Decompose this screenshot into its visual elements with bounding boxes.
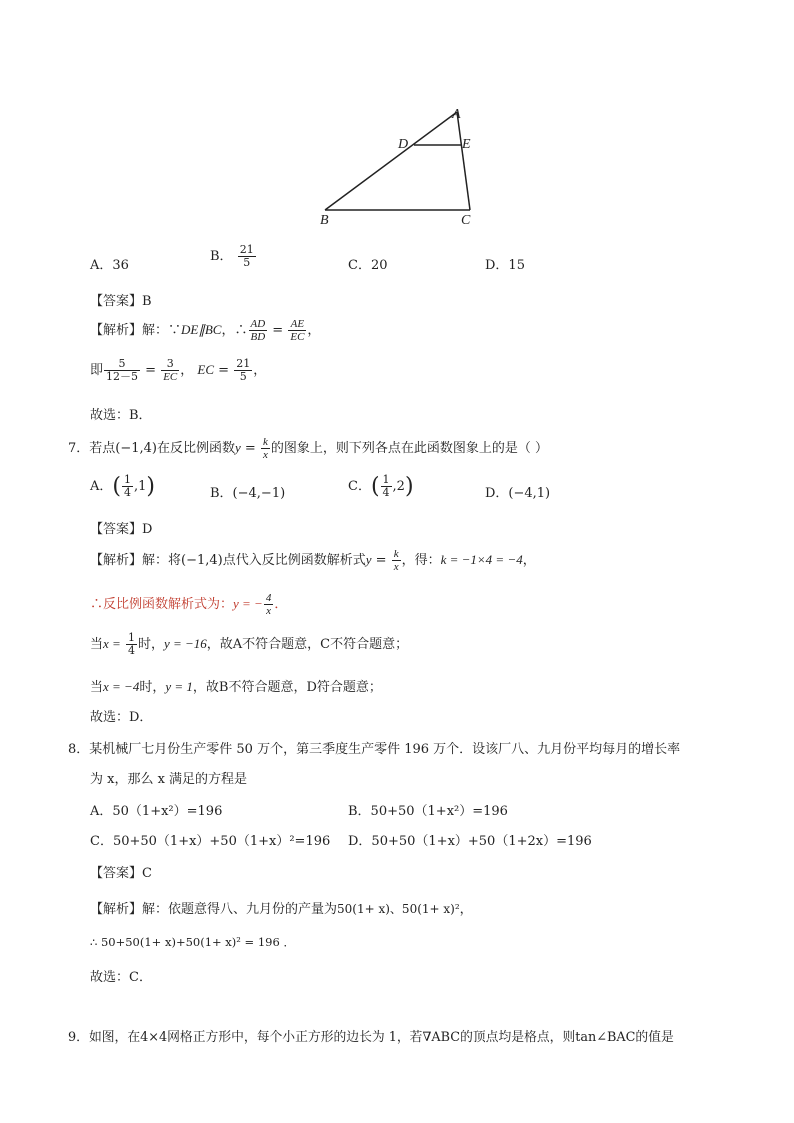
q7-option-c: C．( $\frac{1}{4}$ ,2) bbox=[348, 473, 414, 499]
text: 当 bbox=[90, 637, 104, 652]
text: 在反比例函数 bbox=[157, 441, 236, 456]
q8-option-b: B．50+50（1+x²）=196 bbox=[348, 804, 508, 819]
text: 的图象上，则下列各点在此函数图象上的是（ ） bbox=[270, 441, 548, 456]
q8-option-c: C．50+50（1+x）+50（1+x）²=196 bbox=[90, 834, 331, 849]
text: ， bbox=[253, 363, 267, 378]
text: ,2 bbox=[392, 479, 405, 494]
frac-ad-bd: $\frac{AD}{BD}$ bbox=[250, 318, 266, 343]
q8-option-a: A．50（1+x²）=196 bbox=[90, 804, 223, 819]
q8-analysis-line1 bbox=[90, 898, 473, 917]
label-b: B bbox=[320, 213, 329, 228]
text: 解：依题意得八、九月份的产量为 bbox=[142, 902, 338, 917]
q7-analysis-line2 bbox=[90, 592, 287, 617]
math: EC bbox=[197, 362, 215, 377]
text: ∴反比例函数解析式为： bbox=[90, 597, 234, 612]
q8-option-d: D．50+50（1+x）+50（1+2x）=196 bbox=[348, 834, 592, 849]
math: x = bbox=[103, 636, 121, 651]
math: y bbox=[365, 552, 372, 567]
text: ， bbox=[522, 553, 536, 568]
label-e: E bbox=[462, 137, 471, 152]
label: A． bbox=[90, 479, 113, 494]
q8-final: 故选：C． bbox=[90, 970, 152, 985]
q6-option-c: C．20 bbox=[348, 258, 388, 273]
analysis-tag: 【解析】 bbox=[90, 323, 143, 338]
frac-21-5: $\frac{21}{5}$ bbox=[236, 357, 251, 383]
label-c: C bbox=[461, 213, 471, 228]
q8-analysis-line2: ∴ 50+50(1+ x)+50(1+ x)² = 196 ． bbox=[90, 935, 295, 949]
q7-analysis-line1: 【解析】解：将(−1,4)点代入反比例函数解析式y = $\frac{k}{x}$ ，得：k = −1×4 = −4， bbox=[90, 548, 536, 573]
q7-stem: 7．若点(−1,4)在反比例函数y = $\frac{k}{x}$ 的图象上，则下列各点在此函数图象上的是（ ） bbox=[68, 436, 548, 461]
math: y = −16 bbox=[163, 636, 207, 651]
math: x = −4 bbox=[103, 679, 140, 694]
text: ， bbox=[180, 363, 194, 378]
text: ，故B不符合题意，D符合题意； bbox=[192, 680, 382, 695]
q7-option-b: B．(−4,−1) bbox=[210, 486, 286, 501]
frac-3-ec: $\frac{3}{EC}$ bbox=[163, 357, 178, 383]
text: ， bbox=[307, 323, 321, 338]
q7-option-d: D．(−4,1) bbox=[485, 486, 551, 501]
frac-k-x: $\frac{k}{x}$ bbox=[393, 548, 399, 573]
text: ， bbox=[459, 902, 473, 917]
frac-5: $\frac{5}{12-5}$ bbox=[106, 357, 139, 383]
q6-final: 故选：B． bbox=[90, 408, 152, 423]
q7-analysis-line4 bbox=[90, 676, 382, 695]
text: 解：将(−1,4)点代入反比例函数解析式 bbox=[142, 553, 366, 568]
q6-answer: 【答案】B bbox=[90, 294, 152, 309]
text: 时， bbox=[137, 637, 164, 652]
text: ，得： bbox=[401, 553, 441, 568]
q8-answer: 【答案】C bbox=[90, 866, 152, 881]
frac-1-4: $\frac{1}{4}$ bbox=[382, 473, 390, 499]
q7-option-a: A．( $\frac{1}{4}$ ,1) bbox=[90, 473, 155, 499]
text: 当 bbox=[90, 680, 104, 695]
label-a: A bbox=[452, 107, 461, 122]
text: 解：∵ bbox=[142, 323, 182, 338]
math: k = −1×4 = −4 bbox=[440, 552, 523, 567]
label: C． bbox=[348, 479, 371, 494]
math: (−1,4) bbox=[115, 441, 157, 456]
q6-option-b-label: B． bbox=[210, 249, 233, 264]
text: ，故A不符合题意，C不符合题意； bbox=[206, 637, 409, 652]
text: ,1 bbox=[133, 479, 147, 494]
text: ． bbox=[274, 597, 288, 612]
q6-option-b-frac: $\frac{21}{5}$ bbox=[239, 243, 254, 269]
math: y = − bbox=[233, 596, 263, 611]
q7-answer: 【答案】D bbox=[90, 522, 153, 537]
text: ，∴ bbox=[221, 323, 248, 338]
text: 7．若点 bbox=[68, 441, 116, 456]
analysis-tag: 【解析】 bbox=[90, 553, 143, 568]
q8-stem-line2: 为 x，那么 x 满足的方程是 bbox=[90, 772, 248, 787]
frac-k-x: $\frac{k}{x}$ bbox=[262, 436, 268, 461]
q7-final: 故选：D． bbox=[90, 710, 153, 725]
math: y bbox=[235, 440, 241, 455]
math: DE∥BC bbox=[181, 322, 222, 337]
text: 即 bbox=[90, 363, 104, 378]
q6-option-a: A．36 bbox=[90, 258, 129, 273]
q6-option-d: D．15 bbox=[485, 258, 525, 273]
math: y = 1 bbox=[165, 679, 193, 694]
q6-option-b bbox=[210, 244, 257, 269]
frac-ae-ec: $\frac{AE}{EC}$ bbox=[290, 318, 305, 343]
q6-analysis-line2: 即 $\frac{5}{12-5}$ = $\frac{3}{EC}$ ， EC = $\frac{21}{5}$ ， bbox=[90, 357, 267, 383]
frac-1-4: $\frac{1}{4}$ bbox=[123, 473, 131, 499]
q7-analysis-line3 bbox=[90, 632, 408, 657]
q9-stem: 9．如图，在4×4网格正方形中，每个小正方形的边长为 1，若∇ABC的顶点均是格点，则tan∠BAC的值是 bbox=[68, 1030, 674, 1045]
frac-1-4: $\frac{1}{4}$ bbox=[127, 631, 135, 657]
math: 50(1+ x)、50(1+ x)² bbox=[337, 902, 460, 916]
q6-analysis-line1: 【解析】解：∵DE∥BC，∴ $\frac{AD}{BD}$ = $\frac{AE}{EC}$ ， bbox=[90, 318, 321, 343]
frac-4-x: $\frac{4}{x}$ bbox=[265, 592, 272, 617]
label-d: D bbox=[398, 137, 409, 152]
analysis-tag: 【解析】 bbox=[90, 902, 143, 917]
triangle-figure bbox=[310, 100, 490, 230]
text: 时， bbox=[139, 680, 166, 695]
q8-stem-line1: 8．某机械厂七月份生产零件 50 万个，第三季度生产零件 196 万个．设该厂八、九月份平均每月的增长率 bbox=[68, 742, 681, 757]
